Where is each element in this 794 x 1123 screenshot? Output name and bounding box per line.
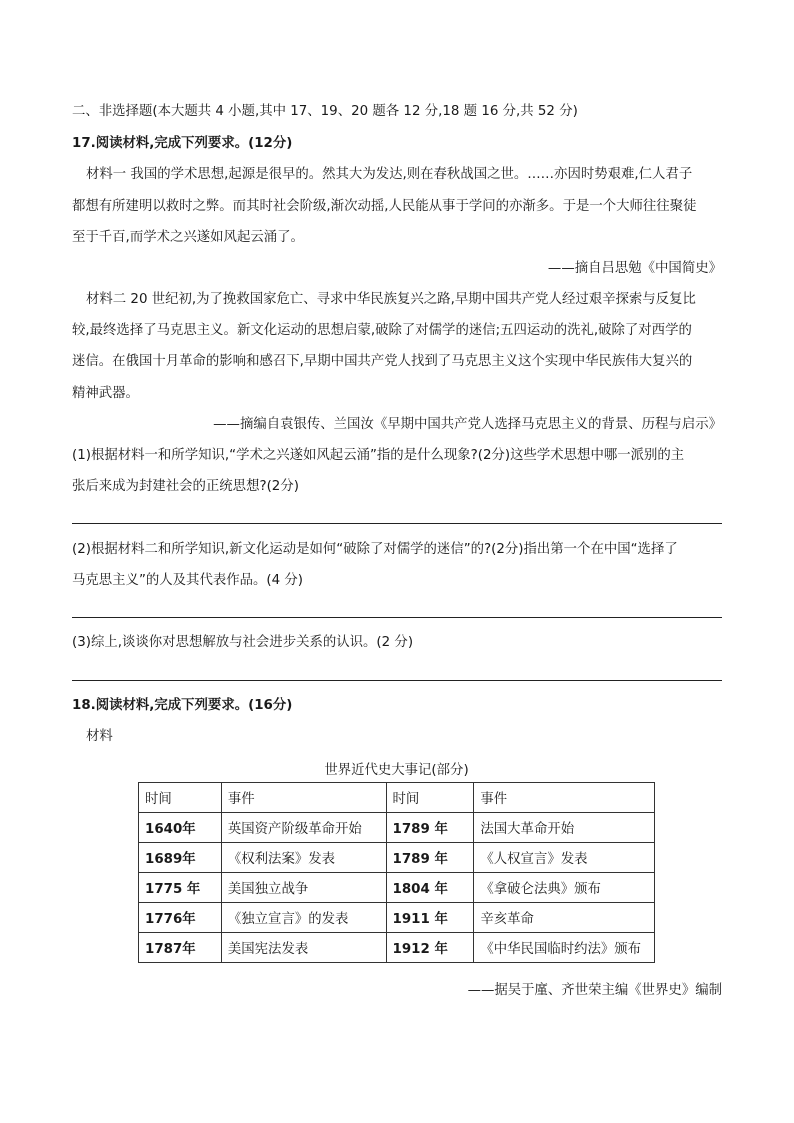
table-cell: 美国宪法发表: [221, 933, 386, 963]
answer-line-3[interactable]: [72, 680, 722, 681]
table-row: [139, 903, 655, 933]
header-cell: 时间: [386, 783, 474, 813]
table-cell: 1789 年: [386, 813, 474, 843]
q17-sub2-line1: (2)根据材料二和所学知识,新文化运动是如何“破除了对儒学的迷信”的?(2分)指出第一个在中国“选择了: [72, 542, 678, 557]
header-cell: 时间: [139, 783, 222, 813]
q17-source2: ——摘编自袁银传、兰国汝《早期中国共产党人选择马克思主义的背景、历程与启示》: [213, 417, 722, 432]
table-cell: 1804 年: [386, 873, 474, 903]
table-row: [139, 843, 655, 873]
table-cell: 辛亥革命: [474, 903, 655, 933]
table-row: [139, 933, 655, 963]
table-cell: 1787年: [139, 933, 222, 963]
header-cell: 事件: [474, 783, 655, 813]
q17-sub1-line2: 张后来成为封建社会的正统思想?(2分): [72, 479, 299, 494]
q17-source1: ——摘自吕思勉《中国简史》: [547, 261, 722, 276]
q17-material1-line3: 至于千百,而学术之兴遂如风起云涌了。: [72, 230, 304, 245]
table-cell: 《中华民国临时约法》颁布: [474, 933, 655, 963]
table-cell: 1689年: [139, 843, 222, 873]
q17-material2-line3: 迷信。在俄国十月革命的影响和感召下,早期中国共产党人找到了马克思主义这个实现中华民族伟大复兴的: [72, 354, 693, 369]
table-cell: 英国资产阶级革命开始: [221, 813, 386, 843]
table-cell: 1640年: [139, 813, 222, 843]
table-cell: 《权利法案》发表: [221, 843, 386, 873]
table-cell: 1789 年: [386, 843, 474, 873]
table-cell: 《独立宣言》的发表: [221, 903, 386, 933]
table-cell: 1912 年: [386, 933, 474, 963]
q17-sub2-line2: 马克思主义”的人及其代表作品。(4 分): [72, 573, 304, 588]
table-cell: 《人权宣言》发表: [474, 843, 655, 873]
section-heading: 二、非选择题(本大题共 4 小题,其中 17、19、20 题各 12 分,18 题 16 分,共 52 分): [72, 104, 578, 119]
q17-material1-line1: 材料一 我国的学术思想,起源是很早的。然其大为发达,则在春秋战国之世。……亦因时势艰难,仁人君子: [86, 167, 693, 182]
q17-material2-line1: 材料二 20 世纪初,为了挽救国家危亡、寻求中华民族复兴之路,早期中国共产党人经过艰辛探索与反复比: [86, 292, 696, 307]
q18-material-label: 材料: [86, 729, 113, 744]
q18-title: 18.阅读材料,完成下列要求。(16分): [72, 698, 293, 713]
header-cell: 事件: [221, 783, 386, 813]
q17-material2-line4: 精神武器。: [72, 386, 139, 401]
q17-title: 17.阅读材料,完成下列要求。(12分): [72, 136, 293, 151]
table-row: [139, 873, 655, 903]
table-cell: 1775 年: [139, 873, 222, 903]
table-header-row: [139, 783, 655, 813]
table-cell: 1776年: [139, 903, 222, 933]
answer-line-1[interactable]: [72, 523, 722, 524]
table-cell: 1911 年: [386, 903, 474, 933]
q17-sub3: (3)综上,谈谈你对思想解放与社会进步关系的认识。(2 分): [72, 635, 414, 650]
table-cell: 法国大革命开始: [474, 813, 655, 843]
q17-sub1-line1: (1)根据材料一和所学知识,“学术之兴遂如风起云涌”指的是什么现象?(2分)这些学术思想中哪一派别的主: [72, 448, 685, 463]
events-table: [138, 782, 655, 963]
answer-line-2[interactable]: [72, 617, 722, 618]
q17-material2-line2: 较,最终选择了马克思主义。新文化运动的思想启蒙,破除了对儒学的迷信;五四运动的洗礼,破除了对西学的: [72, 323, 692, 338]
table-cell: 《拿破仑法典》颁布: [474, 873, 655, 903]
table-caption: 世界近代史大事记(部分): [324, 763, 469, 778]
q17-material1-line2: 都想有所建明以救时之弊。而其时社会阶级,渐次动摇,人民能从事于学问的亦渐多。于是一个大师往往聚徒: [72, 199, 697, 214]
table-cell: 美国独立战争: [221, 873, 386, 903]
q18-source: ——据吴于廑、齐世荣主编《世界史》编制: [467, 983, 722, 998]
table-row: [139, 813, 655, 843]
